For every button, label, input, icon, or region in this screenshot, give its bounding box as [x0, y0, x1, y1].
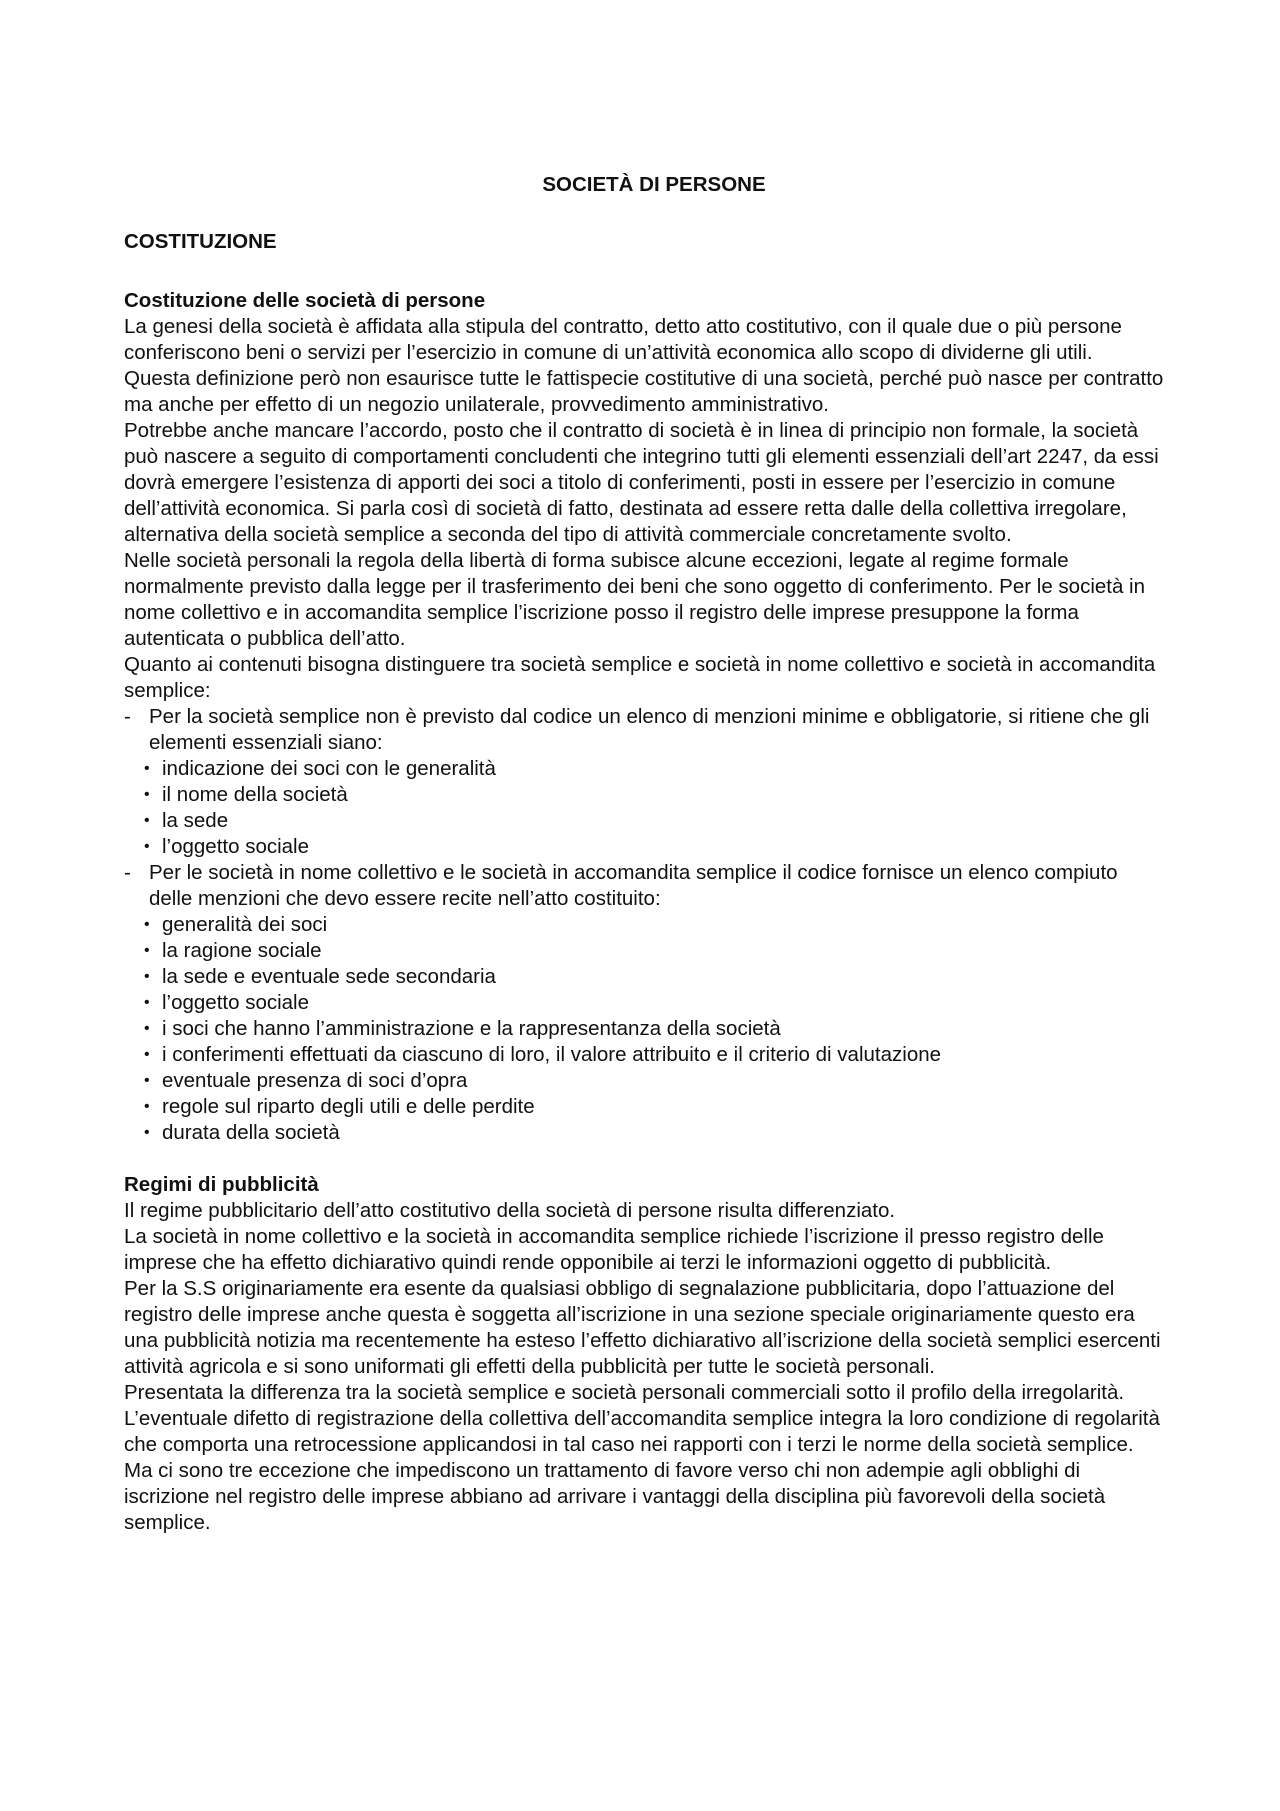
list-item-text: i soci che hanno l’amministrazione e la rappresentanza della società — [162, 1017, 781, 1040]
list-item-text: indicazione dei soci con le generalità — [162, 757, 496, 780]
contents-list — [124, 704, 1164, 756]
paragraph: La genesi della società è affidata alla stipula del contratto, detto atto costitutivo, con il quale due o più persone conferiscono beni o servizi per l’esercizio in comune di un’attività economica allo scopo di dividerne gli utili. Questa definizione però non esaurisce tutte le fattispecie costitutive di una società, perché può nasce per contratto ma anche per effetto di un negozio unilaterale, provvedimento amministrativo. — [124, 315, 1164, 416]
section-pubblicita — [124, 1172, 1164, 1536]
section-title: COSTITUZIONE — [124, 230, 277, 253]
list-item-text: l’oggetto sociale — [162, 991, 310, 1014]
list-item-text: la sede — [162, 809, 229, 832]
bullet-list-societa-semplice — [124, 756, 1164, 860]
list-item-text: regole sul riparto degli utili e delle perdite — [162, 1095, 535, 1118]
bullet-marker: • — [144, 812, 150, 829]
list-item-text: Per la società semplice non è previsto dal codice un elenco di menzioni minime e obbligatorie, si ritiene che gli elementi essenziali siano: — [149, 705, 1150, 754]
list-item-text: durata della società — [162, 1121, 340, 1144]
list-item — [124, 834, 1164, 860]
list-item-text: eventuale presenza di soci d’opra — [162, 1069, 468, 1092]
subsection-title-pubblicita: Regimi di pubblicità — [124, 1173, 319, 1196]
list-item — [124, 808, 1164, 834]
paragraph: Quanto ai contenuti bisogna distinguere tra società semplice e società in nome collettivo e società in accomandita semplice: — [124, 653, 1156, 702]
list-item — [124, 990, 1164, 1016]
list-item — [124, 1120, 1164, 1146]
paragraph: Per la S.S originariamente era esente da qualsiasi obbligo di segnalazione pubblicitaria, dopo l’attuazione del registro delle imprese anche questa è soggetta all’iscrizione in una sezione speciale originariamente questo era una pubblicità notizia ma recentemente ha esteso l’effetto dichiarativo all’iscrizione della società semplici esercenti attività agricola e si sono uniformati gli effetti della pubblicità per tutte le società personali. — [124, 1277, 1161, 1378]
bullet-marker: • — [144, 1098, 150, 1115]
bullet-marker: • — [144, 1072, 150, 1089]
list-item — [124, 1042, 1164, 1068]
contents-list — [124, 860, 1164, 912]
list-item-snc-sas — [124, 860, 1164, 912]
document-title: SOCIETÀ DI PERSONE — [542, 173, 766, 196]
list-item-societa-semplice — [124, 704, 1164, 756]
bullet-marker: • — [144, 838, 150, 855]
bullet-marker: • — [144, 760, 150, 777]
paragraph: L’eventuale difetto di registrazione della collettiva dell’accomandita semplice integra la loro condizione di regolarità che comporta una retrocessione applicandosi in tal caso nei rapporti con i terzi le norme della società semplice. Ma ci sono tre eccezione che impediscono un trattamento di favore verso chi non adempie agli obblighi di iscrizione nel registro delle imprese abbiano ad arrivare i vantaggi della disciplina più favorevoli della società semplice. — [124, 1407, 1160, 1534]
list-item — [124, 964, 1164, 990]
bullet-marker: • — [144, 968, 150, 985]
paragraph: Presentata la differenza tra la società semplice e società personali commerciali sotto il profilo della irregolarità. — [124, 1381, 1125, 1404]
bullet-list-snc-sas — [124, 912, 1164, 1146]
list-item — [124, 938, 1164, 964]
section-spacer — [124, 1146, 1164, 1172]
list-item — [124, 1016, 1164, 1042]
bullet-marker: • — [144, 1020, 150, 1037]
list-item-text: generalità dei soci — [162, 913, 328, 936]
list-item-text: il nome della società — [162, 783, 348, 806]
list-item-text: Per le società in nome collettivo e le società in accomandita semplice il codice fornisce un elenco compiuto delle menzioni che devo essere recite nell’atto costituito: — [149, 861, 1118, 910]
bullet-marker: • — [144, 1124, 150, 1141]
list-item-text: i conferimenti effettuati da ciascuno di loro, il valore attribuito e il criterio di valutazione — [162, 1043, 942, 1066]
list-item — [124, 756, 1164, 782]
list-item — [124, 1068, 1164, 1094]
bullet-marker: • — [144, 942, 150, 959]
list-item-text: la sede e eventuale sede secondaria — [162, 965, 496, 988]
list-item-text: l’oggetto sociale — [162, 835, 310, 858]
list-item — [124, 1094, 1164, 1120]
bullet-marker: • — [144, 1046, 150, 1063]
section-costituzione — [124, 288, 1164, 1146]
paragraph: Nelle società personali la regola della libertà di forma subisce alcune eccezioni, legate al regime formale normalmente previsto dalla legge per il trasferimento dei beni che sono oggetto di conferimento. Per le società in nome collettivo e in accomandita semplice l’iscrizione posso il registro delle imprese presuppone la forma autenticata o pubblica dell’atto. — [124, 549, 1146, 650]
paragraph: Potrebbe anche mancare l’accordo, posto che il contratto di società è in linea di principio non formale, la società può nascere a seguito di comportamenti concludenti che integrino tutti gli elementi essenziali dell’art 2247, da essi dovrà emergere l’esistenza di apporti dei soci a titolo di conferimenti, posti in essere per l’esercizio in comune dell’attività economica. Si parla così di società di fatto, destinata ad essere retta dalle della collettiva irregolare, alternativa della società semplice a seconda del tipo di attività commerciale concretamente svolto. — [124, 419, 1159, 546]
bullet-marker: • — [144, 916, 150, 933]
list-item — [124, 912, 1164, 938]
subsection-title-costituzione: Costituzione delle società di persone — [124, 289, 486, 312]
paragraph: La società in nome collettivo e la società in accomandita semplice richiede l’iscrizione il presso registro delle imprese che ha effetto dichiarativo quindi rende opponibile ai terzi le informazioni oggetto di pubblicità. — [124, 1225, 1104, 1274]
dash-marker: - — [124, 705, 131, 728]
bullet-marker: • — [144, 994, 150, 1011]
bullet-marker: • — [144, 786, 150, 803]
list-item-text: la ragione sociale — [162, 939, 322, 962]
list-item — [124, 782, 1164, 808]
paragraph: Il regime pubblicitario dell’atto costitutivo della società di persone risulta differenziato. — [124, 1199, 896, 1222]
dash-marker: - — [124, 861, 131, 884]
document-page — [124, 172, 1164, 1536]
